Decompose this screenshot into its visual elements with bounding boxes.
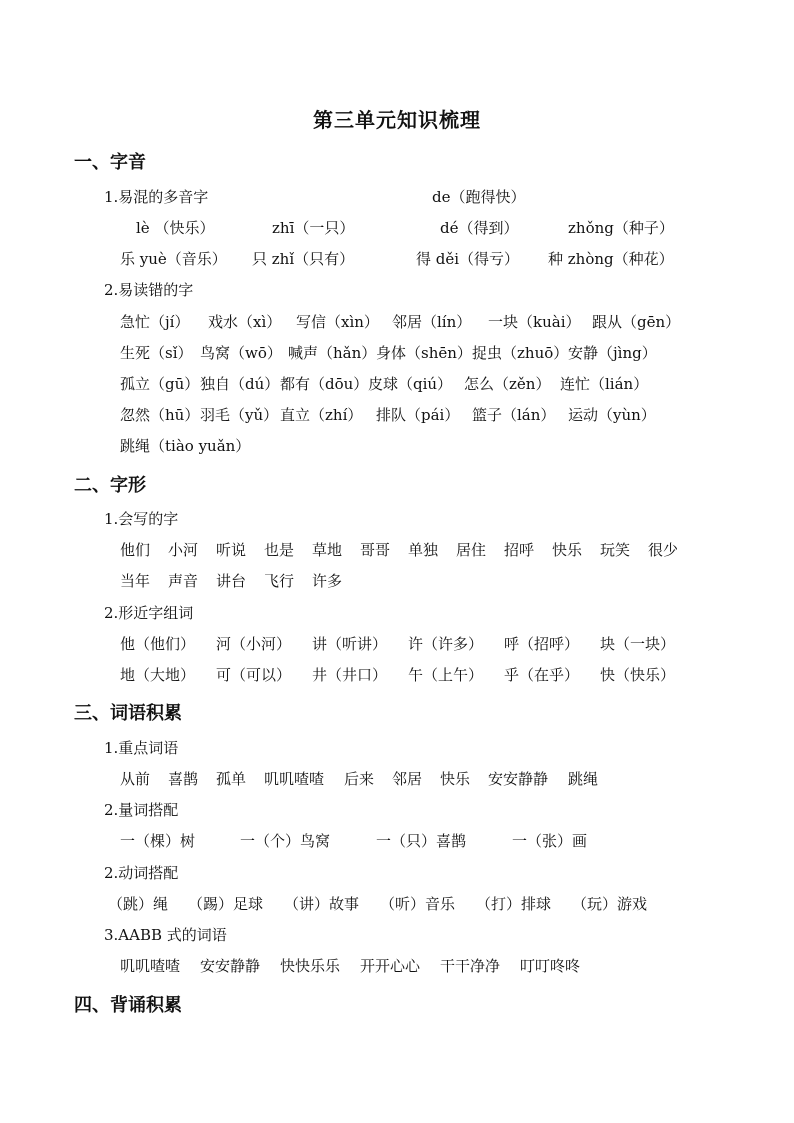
aabb-item: 叮叮咚咚 xyxy=(520,957,581,975)
aabb-item: 安安静静 xyxy=(200,957,261,975)
measure-item: 一（个）鸟窝 xyxy=(240,832,331,850)
aabb-item: 快快乐乐 xyxy=(280,957,341,975)
subheading-aabb-words: 3.AABB 式的词语 xyxy=(104,926,227,944)
similar-item: 乎（在乎） xyxy=(504,666,580,684)
subheading-similar-chars: 2.形近字组词 xyxy=(104,604,194,622)
word-item: 草地 xyxy=(312,541,343,559)
misread-item: 篮子（lán） xyxy=(472,406,556,424)
section-heading-recitation: 四、背诵积累 xyxy=(74,995,182,1016)
key-word: 后来 xyxy=(344,770,375,788)
misread-item: 怎么（zěn） xyxy=(464,375,551,393)
similar-item: 可（可以） xyxy=(216,666,292,684)
similar-item: 讲（听讲） xyxy=(312,635,388,653)
polyphone-item: lè （快乐） xyxy=(136,219,215,237)
misread-item: 身体（shēn） xyxy=(376,344,472,362)
section-heading-vocabulary: 三、词语积累 xyxy=(74,703,182,724)
misread-item: 生死（sǐ） xyxy=(120,344,193,362)
verb-item: （踢）足球 xyxy=(188,895,264,913)
subheading-writable-chars: 1.会写的字 xyxy=(104,510,179,528)
similar-item: 呼（招呼） xyxy=(504,635,580,653)
misread-item: 一块（kuài） xyxy=(488,313,581,331)
key-word: 孤单 xyxy=(216,770,247,788)
measure-item: 一（张）画 xyxy=(512,832,588,850)
misread-item: 急忙（jí） xyxy=(120,313,190,331)
similar-item: 地（大地） xyxy=(120,666,196,684)
word-item: 飞行 xyxy=(264,572,295,590)
word-item: 玩笑 xyxy=(600,541,631,559)
word-item: 快乐 xyxy=(552,541,583,559)
polyphone-de-light: de（跑得快） xyxy=(432,188,526,206)
subheading-verb-collocations: 2.动词搭配 xyxy=(104,864,179,882)
polyphone-item: 得 děi（得亏） xyxy=(416,250,520,268)
measure-item: 一（只）喜鹊 xyxy=(376,832,467,850)
similar-item: 许（许多） xyxy=(408,635,484,653)
misread-item: 直立（zhí） xyxy=(280,406,363,424)
polyphone-item: 种 zhòng（种花） xyxy=(548,250,674,268)
key-word: 邻居 xyxy=(392,770,423,788)
misread-item: 孤立（gū） xyxy=(120,375,200,393)
word-item: 小河 xyxy=(168,541,199,559)
misread-item: 跟从（gēn） xyxy=(592,313,681,331)
key-word: 安安静静 xyxy=(488,770,549,788)
subheading-misread-chars: 2.易读错的字 xyxy=(104,281,194,299)
similar-item: 井（井口） xyxy=(312,666,388,684)
misread-item: 跳绳（tiào yuǎn） xyxy=(120,437,251,455)
misread-item: 写信（xìn） xyxy=(296,313,379,331)
section-heading-glyphs: 二、字形 xyxy=(74,475,146,496)
verb-item: （讲）故事 xyxy=(284,895,360,913)
word-item: 也是 xyxy=(264,541,295,559)
word-item: 哥哥 xyxy=(360,541,391,559)
word-item: 当年 xyxy=(120,572,151,590)
subheading-polyphones: 1.易混的多音字 xyxy=(104,188,209,206)
verb-item: （跳）绳 xyxy=(108,895,169,913)
verb-item: （打）排球 xyxy=(476,895,552,913)
key-word: 喜鹊 xyxy=(168,770,199,788)
page-title: 第三单元知识梳理 xyxy=(313,108,481,132)
polyphone-item: zhī（一只） xyxy=(272,219,355,237)
word-item: 招呼 xyxy=(504,541,535,559)
misread-item: 鸟窝（wō） xyxy=(200,344,282,362)
key-word: 跳绳 xyxy=(568,770,599,788)
word-item: 许多 xyxy=(312,572,343,590)
word-item: 居住 xyxy=(456,541,487,559)
polyphone-item: dé（得到） xyxy=(440,219,519,237)
word-item: 听说 xyxy=(216,541,247,559)
misread-item: 安静（jìng） xyxy=(568,344,657,362)
misread-item: 捉虫（zhuō） xyxy=(472,344,569,362)
similar-item: 午（上午） xyxy=(408,666,484,684)
aabb-item: 叽叽喳喳 xyxy=(120,957,181,975)
similar-item: 块（一块） xyxy=(600,635,676,653)
aabb-item: 干干净净 xyxy=(440,957,501,975)
subheading-measure-words: 2.量词搭配 xyxy=(104,801,179,819)
misread-item: 戏水（xì） xyxy=(208,313,282,331)
polyphone-item: 乐 yuè（音乐） xyxy=(120,250,227,268)
misread-item: 喊声（hǎn） xyxy=(288,344,377,362)
section-heading-pronunciation: 一、字音 xyxy=(74,152,146,173)
key-word: 叽叽喳喳 xyxy=(264,770,325,788)
measure-item: 一（棵）树 xyxy=(120,832,196,850)
aabb-item: 开开心心 xyxy=(360,957,421,975)
misread-item: 都有（dōu） xyxy=(280,375,369,393)
subheading-key-words: 1.重点词语 xyxy=(104,739,179,757)
polyphone-item: 只 zhǐ（只有） xyxy=(252,250,355,268)
key-word: 快乐 xyxy=(440,770,471,788)
verb-item: （玩）游戏 xyxy=(572,895,648,913)
word-item: 单独 xyxy=(408,541,439,559)
misread-item: 连忙（lián） xyxy=(560,375,649,393)
verb-item: （听）音乐 xyxy=(380,895,456,913)
word-item: 他们 xyxy=(120,541,151,559)
misread-item: 皮球（qiú） xyxy=(368,375,453,393)
misread-item: 忽然（hū） xyxy=(120,406,200,424)
word-item: 讲台 xyxy=(216,572,247,590)
polyphone-item: zhǒng（种子） xyxy=(568,219,674,237)
misread-item: 邻居（lín） xyxy=(392,313,472,331)
key-word: 从前 xyxy=(120,770,151,788)
misread-item: 排队（pái） xyxy=(376,406,460,424)
misread-item: 羽毛（yǔ） xyxy=(200,406,279,424)
word-item: 声音 xyxy=(168,572,199,590)
similar-item: 快（快乐） xyxy=(600,666,676,684)
word-item: 很少 xyxy=(648,541,679,559)
similar-item: 他（他们） xyxy=(120,635,196,653)
similar-item: 河（小河） xyxy=(216,635,292,653)
misread-item: 独自（dú） xyxy=(200,375,280,393)
misread-item: 运动（yùn） xyxy=(568,406,656,424)
